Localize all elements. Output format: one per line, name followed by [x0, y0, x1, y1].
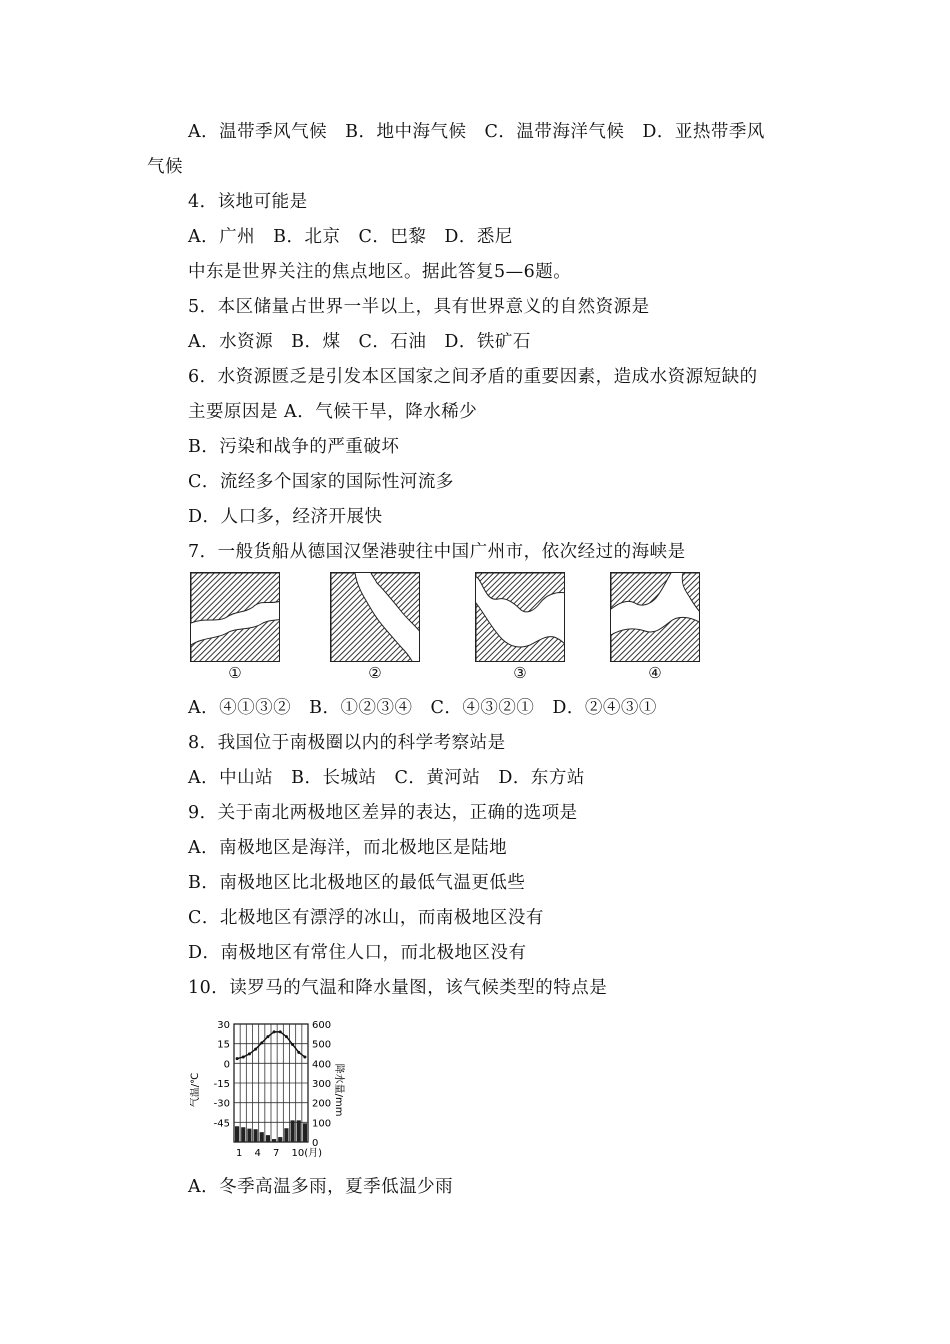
strait-map-2-label: ②: [368, 664, 382, 682]
q8-stem: 8．我国位于南极圈以内的科学考察站是: [188, 733, 506, 753]
temp-tick: -30: [213, 1098, 230, 1110]
precip-bar-2: [241, 1127, 245, 1142]
q9-option-d: D．南极地区有常住人口，而北极地区没有: [188, 943, 527, 963]
strait-map-1: [190, 572, 280, 662]
precip-tick: 600: [312, 1020, 332, 1031]
precip-bar-3: [247, 1129, 251, 1142]
precip-bar-11: [297, 1120, 301, 1142]
temp-point-7: [273, 1030, 276, 1033]
q9-option-a: A．南极地区是海洋，而北极地区是陆地: [188, 838, 508, 858]
temp-point-5: [260, 1041, 263, 1044]
q7-options: A．④①③② B．①②③④ C．④③②① D．②④③①: [188, 698, 657, 718]
q6-option-b: B．污染和战争的严重破坏: [188, 437, 400, 457]
strait-maps: [190, 572, 710, 684]
precip-tick: 500: [312, 1039, 332, 1051]
precip-bar-1: [235, 1126, 239, 1142]
strait-map-1-label: ①: [228, 664, 242, 682]
q3-options-line1: A．温带季风气候 B．地中海气候 C．温带海洋气候 D．亚热带季风: [188, 122, 765, 142]
q5-stem: 5．本区储量占世界一半以上，具有世界意义的自然资源是: [188, 297, 650, 317]
temp-tick: 0: [223, 1059, 230, 1071]
strait-map-4-label: ④: [648, 664, 662, 682]
q10-option-a: A．冬季高温多雨，夏季低温少雨: [188, 1177, 454, 1197]
precip-bar-6: [266, 1135, 270, 1142]
precip-bar-9: [284, 1128, 288, 1142]
climate-chart-svg: [190, 1012, 380, 1167]
temp-tick: -15: [213, 1079, 230, 1090]
q7-stem: 7．一般货船从德国汉堡港驶往中国广州市，依次经过的海峡是: [188, 542, 686, 562]
precip-bar-7: [272, 1139, 276, 1142]
precip-bar-4: [254, 1129, 258, 1142]
temp-point-11: [297, 1051, 300, 1054]
month-tick: 4: [254, 1148, 261, 1159]
temp-point-1: [236, 1057, 239, 1060]
temp-point-9: [285, 1035, 288, 1038]
q6-option-d: D．人口多，经济开展快: [188, 507, 383, 527]
q9-option-b: B．南极地区比北极地区的最低气温更低些: [188, 873, 526, 893]
month-tick: 7: [273, 1148, 280, 1159]
temp-point-3: [248, 1052, 251, 1055]
temp-point-10: [291, 1043, 294, 1046]
precip-bar-8: [278, 1137, 282, 1142]
temp-point-2: [242, 1056, 245, 1059]
q8-options: A．中山站 B．长城站 C．黄河站 D．东方站: [188, 768, 585, 788]
precip-tick: 0: [312, 1138, 319, 1149]
precip-bar-12: [303, 1123, 307, 1142]
q4-options: A．广州 B．北京 C．巴黎 D．悉尼: [188, 227, 513, 247]
q5-6-intro: 中东是世界关注的焦点地区。据此答复5—6题。: [188, 262, 572, 282]
temp-point-4: [254, 1048, 257, 1051]
precip-bar-5: [260, 1132, 264, 1142]
q6-option-c: C．流经多个国家的国际性河流多: [188, 472, 454, 492]
rome-climate-chart: [190, 1012, 380, 1167]
q3-options-line2: 气候: [147, 157, 183, 177]
temp-tick: 15: [217, 1039, 230, 1051]
q9-option-c: C．北极地区有漂浮的冰山，而南极地区没有: [188, 908, 544, 928]
q5-options: A．水资源 B．煤 C．石油 D．铁矿石: [188, 332, 531, 352]
precip-tick: 100: [312, 1118, 332, 1130]
temp-axis-label: 气温/℃: [190, 1072, 201, 1108]
q9-stem: 9．关于南北两极地区差异的表达，正确的选项是: [188, 803, 578, 823]
temp-point-8: [279, 1030, 282, 1033]
q4-stem: 4．该地可能是: [188, 192, 308, 212]
strait-map-3-label: ③: [513, 664, 527, 682]
precip-bar-10: [291, 1120, 295, 1142]
q10-stem: 10．读罗马的气温和降水量图，该气候类型的特点是: [188, 978, 608, 998]
temp-point-6: [266, 1035, 269, 1038]
precip-tick: 200: [312, 1098, 332, 1110]
q6-stem-line2: 主要原因是 A．气候干旱，降水稀少: [188, 402, 478, 422]
strait-map-3: [475, 572, 565, 662]
strait-map-2: [330, 572, 420, 662]
month-tick: 10(月): [291, 1148, 323, 1159]
precip-axis-label: 降水量/mm: [333, 1063, 344, 1117]
precip-tick: 400: [312, 1059, 332, 1071]
strait-map-4: [610, 572, 700, 662]
q6-stem-line1: 6．水资源匮乏是引发本区国家之间矛盾的重要因素，造成水资源短缺的: [188, 367, 758, 387]
temp-point-12: [303, 1056, 306, 1059]
month-tick: 1: [236, 1148, 243, 1159]
temp-tick: -45: [213, 1118, 230, 1130]
precip-tick: 300: [312, 1079, 332, 1090]
temp-tick: 30: [217, 1020, 230, 1031]
